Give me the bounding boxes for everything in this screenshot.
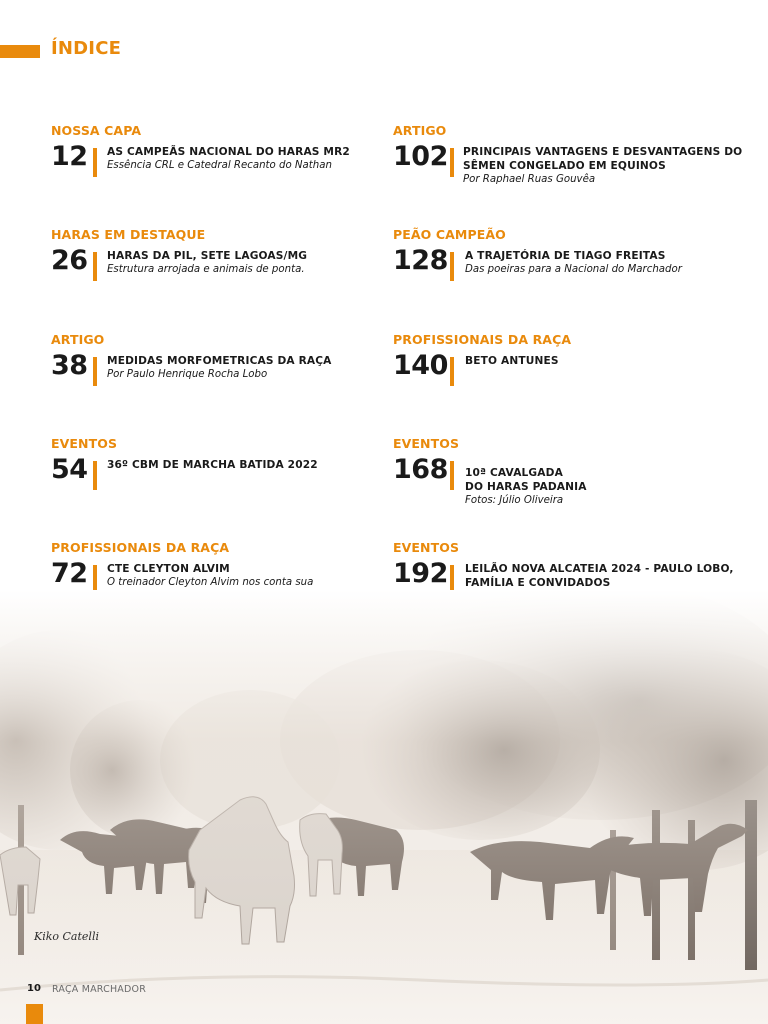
entry-accent-bar [93, 357, 97, 386]
entry-title: 36º CBM DE MARCHA BATIDA 2022 [107, 459, 318, 471]
entry-page-number: 140 [393, 350, 448, 381]
entry-title: CTE CLEYTON ALVIM [107, 563, 230, 575]
entry-page-number: 72 [51, 558, 88, 589]
entry-category: EVENTOS [393, 436, 460, 451]
entry-page-number: 54 [51, 454, 88, 485]
entry-title-line-2: SÊMEN CONGELADO EM EQUINOS [463, 160, 666, 172]
entry-category: NOSSA CAPA [51, 123, 142, 138]
entry-category: PROFISSIONAIS DA RAÇA [393, 332, 572, 347]
toc-entry[interactable] [51, 332, 381, 381]
entry-title-line-2: FAMÍLIA E CONVIDADOS [465, 577, 611, 589]
entry-accent-bar [450, 357, 454, 386]
entry-accent-bar [93, 148, 97, 177]
entry-page-number: 168 [393, 454, 448, 485]
toc-entry[interactable] [393, 436, 753, 506]
entry-subtitle: Essência CRL e Catedral Recanto do Nathan [107, 160, 332, 171]
footer-accent-bar [26, 1004, 43, 1024]
entry-title: A TRAJETÓRIA DE TIAGO FREITAS [465, 250, 666, 262]
entry-accent-bar [450, 252, 454, 281]
entry-title: 10ª CAVALGADA [465, 467, 563, 479]
entry-accent-bar [450, 148, 454, 177]
entry-title: BETO ANTUNES [465, 355, 559, 367]
header-accent-bar [0, 45, 40, 58]
entry-title: HARAS DA PIL, SETE LAGOAS/MG [107, 250, 308, 262]
entry-category: EVENTOS [393, 540, 460, 555]
entry-page-number: 12 [51, 141, 88, 172]
footer-page-number: 10 [27, 983, 41, 994]
entry-category: PROFISSIONAIS DA RAÇA [51, 540, 230, 555]
toc-entry[interactable] [51, 123, 381, 172]
entry-page-number: 102 [393, 141, 448, 172]
entry-category: PEÃO CAMPEÃO [393, 227, 506, 242]
entry-title-line-2: DO HARAS PADANIA [465, 481, 587, 493]
entry-accent-bar [93, 461, 97, 490]
entry-page-number: 192 [393, 558, 448, 589]
entry-subtitle: Das poeiras para a Nacional do Marchador [465, 264, 682, 275]
entry-accent-bar [93, 252, 97, 281]
entry-title: PRINCIPAIS VANTAGENS E DESVANTAGENS DO [463, 146, 743, 158]
entry-subtitle: Fotos: Júlio Oliveira [465, 495, 564, 506]
entry-subtitle: O treinador Cleyton Alvim nos conta sua [107, 577, 314, 588]
entry-page-number: 38 [51, 350, 88, 381]
entry-title: AS CAMPEÃS NACIONAL DO HARAS MR2 [107, 146, 350, 158]
entry-page-number: 128 [393, 245, 448, 276]
entry-subtitle: Por Raphael Ruas Gouvêa [463, 174, 596, 185]
photographer-signature: Kiko Catelli [34, 930, 99, 943]
toc-entry[interactable] [393, 540, 753, 589]
toc-entry[interactable] [51, 540, 381, 589]
entry-title: MEDIDAS MORFOMETRICAS DA RAÇA [107, 355, 332, 367]
page-title: ÍNDICE [51, 38, 122, 59]
entry-accent-bar [450, 461, 454, 490]
entry-title: LEILÃO NOVA ALCATEIA 2024 - PAULO LOBO, [465, 563, 734, 575]
horses-photograph [0, 590, 768, 1024]
toc-entry[interactable] [51, 436, 381, 485]
entry-category: ARTIGO [393, 123, 447, 138]
entry-page-number: 26 [51, 245, 88, 276]
entry-subtitle: Por Paulo Henrique Rocha Lobo [107, 369, 268, 380]
toc-entry[interactable] [393, 227, 753, 276]
toc-entry[interactable] [393, 332, 753, 381]
entry-category: ARTIGO [51, 332, 105, 347]
entry-category: EVENTOS [51, 436, 118, 451]
toc-entry[interactable] [51, 227, 381, 276]
footer-magazine-name: RAÇA MARCHADOR [52, 984, 146, 995]
entry-category: HARAS EM DESTAQUE [51, 227, 206, 242]
toc-entry[interactable] [393, 123, 753, 185]
entry-subtitle: Estrutura arrojada e animais de ponta. [107, 264, 305, 275]
